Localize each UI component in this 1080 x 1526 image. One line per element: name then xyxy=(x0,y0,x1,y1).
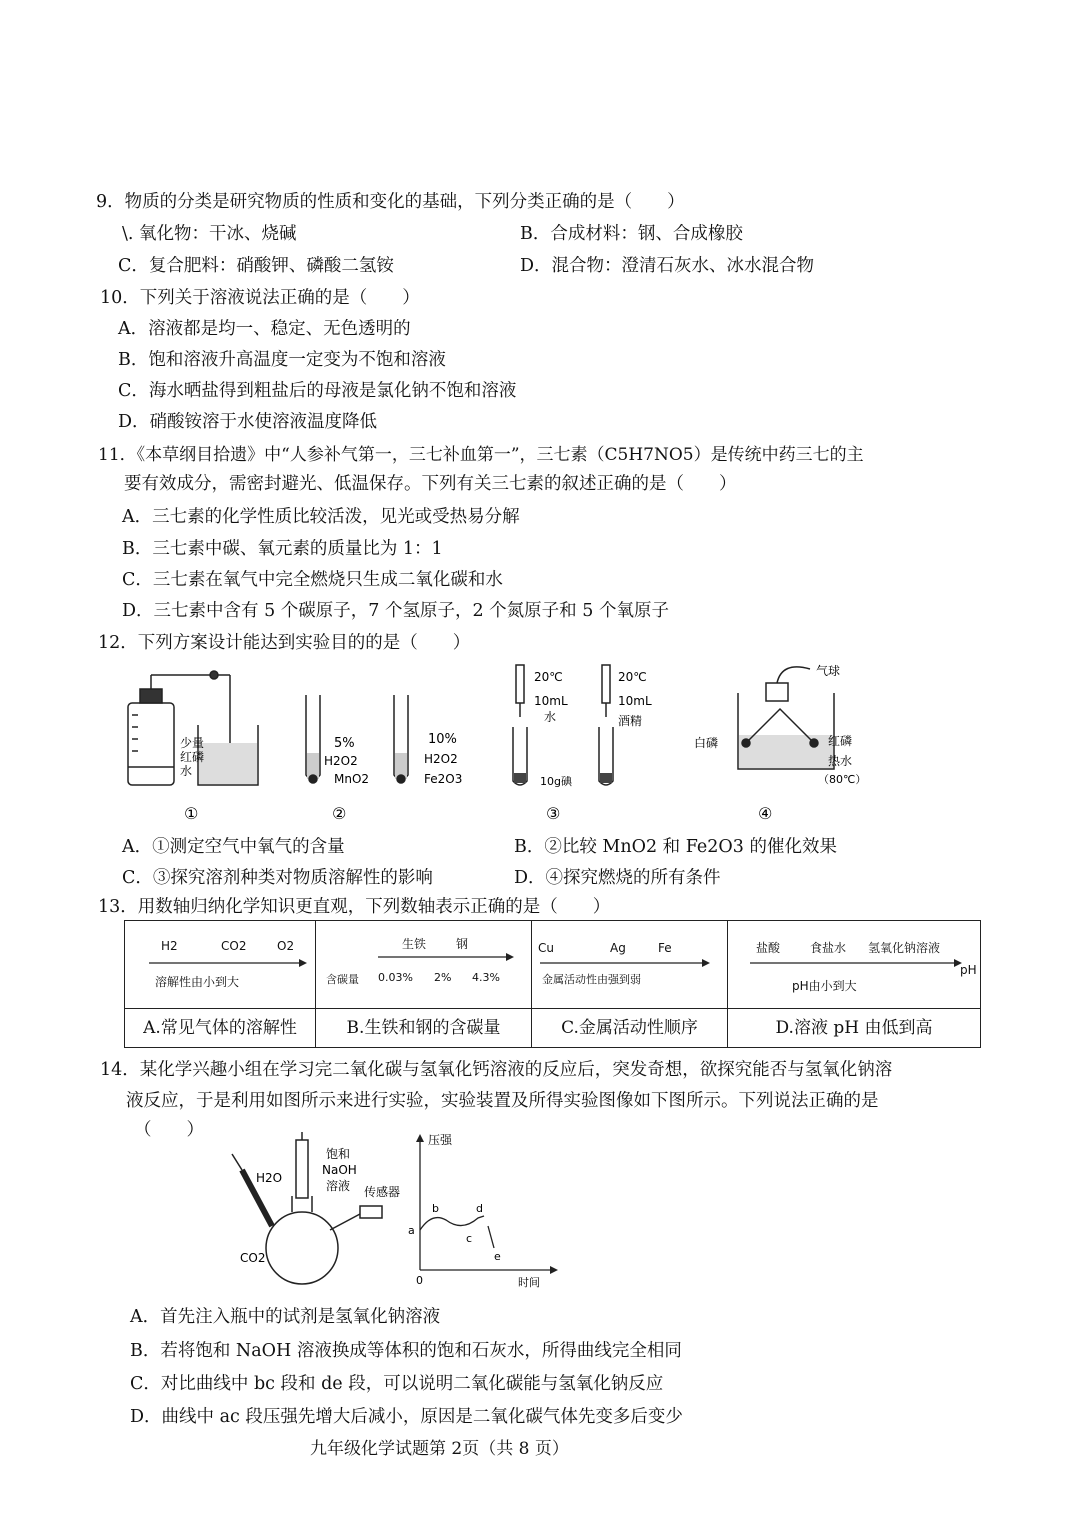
fig2-left-reagent: H2O2 xyxy=(324,754,358,768)
q14-origin: 0 xyxy=(416,1274,423,1287)
q14-point-d: d xyxy=(476,1202,483,1215)
q14-point-a: a xyxy=(408,1224,415,1237)
fig2-right-conc: 10% xyxy=(428,732,457,747)
q11-option-a: A．三七素的化学性质比较活泼，见光或受热易分解 xyxy=(122,507,520,527)
fig3-left-temp: 20℃ xyxy=(534,670,563,684)
q13-number-line-table xyxy=(124,920,981,1048)
q14-xlabel: 时间 xyxy=(518,1276,540,1289)
q13-b-label-1: 生铁 xyxy=(402,937,427,951)
q14-naoh-line3: 溶液 xyxy=(326,1179,351,1193)
fig1-apparatus xyxy=(128,671,258,785)
q14-stem-line3: （ ） xyxy=(134,1120,204,1140)
q13-stem: 13．用数轴归纳化学知识更直观，下列数轴表示正确的是（ ） xyxy=(98,897,611,917)
fig3-solute: 10g碘 xyxy=(540,775,572,788)
q13-a-axis-arrow xyxy=(149,957,307,969)
q14-stem-line1: 14．某化学兴趣小组在学习完二氧化碳与氢氧化钙溶液的反应后，突发奇想，欲探究能否与氢氧化钠溶 xyxy=(100,1060,893,1080)
q10-option-d: D．硝酸铵溶于水使溶液温度降低 xyxy=(118,412,378,432)
q13-cell-c xyxy=(532,921,728,1009)
fig3-right-solvent: 酒精 xyxy=(618,714,643,728)
q9-option-a: \. 氧化物：干冰、烧碱 xyxy=(122,224,297,244)
fig2-right-cat: Fe2O3 xyxy=(424,772,463,786)
fig2-test-tubes xyxy=(306,695,408,783)
q13-caption-b: B.生铁和钢的含碳量 xyxy=(316,1009,532,1048)
fig4-white-phosphorus: 白磷 xyxy=(694,736,719,750)
q13-d-label-2: 食盐水 xyxy=(810,941,847,955)
q14-co2-label: CO2 xyxy=(240,1251,266,1265)
fig4-apparatus xyxy=(738,667,834,769)
fig3-droppers xyxy=(513,665,613,785)
q13-b-axis-prefix: 含碳量 xyxy=(326,973,359,986)
q10-stem: 10．下列关于溶液说法正确的是（ ） xyxy=(100,288,420,308)
q11-stem-line1: 11．《本草纲目拾遗》中“人参补气第一，三七补血第一”，三七素（C5H7NO5）是传统中药三七的主 xyxy=(98,445,864,465)
q10-option-c: C．海水晒盐得到粗盐后的母液是氯化钠不饱和溶液 xyxy=(118,381,517,401)
q13-b-axis-arrow xyxy=(378,951,514,963)
q13-b-tick-1: 0.03% xyxy=(378,971,413,984)
q12-option-a: A．①测定空气中氧气的含量 xyxy=(122,837,345,857)
q14-water-label: H2O xyxy=(256,1171,283,1185)
q10-option-b: B．饱和溶液升高温度一定变为不饱和溶液 xyxy=(118,350,446,370)
fig4-hot-water: 热水 xyxy=(828,754,853,768)
q13-d-label-1: 盐酸 xyxy=(756,941,781,955)
q14-point-e: e xyxy=(494,1250,501,1263)
q13-cell-b xyxy=(316,921,532,1009)
q13-b-tick-3: 4.3% xyxy=(472,971,500,984)
q13-c-axis-text: 金属活动性由强到弱 xyxy=(542,973,641,986)
fig4-number: ④ xyxy=(758,804,773,823)
q13-b-tick-2: 2% xyxy=(434,971,452,984)
q13-a-label-2: CO2 xyxy=(221,939,247,953)
q9-option-c: C．复合肥料：硝酸钾、磷酸二氢铵 xyxy=(118,256,394,276)
q13-b-label-2: 钢 xyxy=(456,937,469,951)
q13-caption-d: D.溶液 pH 由低到高 xyxy=(728,1009,981,1048)
q13-c-label-2: Ag xyxy=(610,941,626,955)
q13-c-label-1: Cu xyxy=(538,941,554,955)
fig4-temp: （80℃） xyxy=(818,773,867,786)
fig2-left-cat: MnO2 xyxy=(334,772,370,786)
fig2-right-reagent: H2O2 xyxy=(424,752,458,766)
q13-d-axis-end: pH xyxy=(960,963,977,977)
fig3-left-vol: 10mL xyxy=(534,694,568,708)
fig1-label-a: 少量 xyxy=(180,736,205,750)
q14-option-b: B．若将饱和 NaOH 溶液换成等体积的饱和石灰水，所得曲线完全相同 xyxy=(130,1341,682,1361)
q14-option-c: C．对比曲线中 bc 段和 de 段，可以说明二氧化碳能与氢氧化钠反应 xyxy=(130,1374,664,1394)
fig2-number: ② xyxy=(332,804,347,823)
q12-option-b: B．②比较 MnO2 和 Fe2O3 的催化效果 xyxy=(514,837,837,857)
page-footer: 九年级化学试题第 2页（共 8 页） xyxy=(310,1439,569,1459)
fig3-right-vol: 10mL xyxy=(618,694,652,708)
q14-option-a: A．首先注入瓶中的试剂是氢氧化钠溶液 xyxy=(130,1307,441,1327)
q13-d-axis-arrow xyxy=(750,957,962,969)
q12-stem: 12．下列方案设计能达到实验目的的是（ ） xyxy=(98,633,471,653)
q11-option-c: C．三七素在氧气中完全燃烧只生成二氧化碳和水 xyxy=(122,570,503,590)
q14-naoh-line2: NaOH xyxy=(322,1163,357,1177)
fig3-right-temp: 20℃ xyxy=(618,670,647,684)
fig4-red-phosphorus: 红磷 xyxy=(828,734,853,748)
fig4-balloon: 气球 xyxy=(816,664,841,678)
q14-stem-line2: 液反应，于是利用如图所示来进行实验，实验装置及所得实验图像如下图所示。下列说法正确的是 xyxy=(126,1091,879,1111)
fig3-number: ③ xyxy=(546,804,561,823)
q12-figures xyxy=(110,655,890,825)
fig1-label-b: 红磷 xyxy=(180,750,205,764)
q12-option-d: D．④探究燃烧的所有条件 xyxy=(514,868,721,888)
fig1-number: ① xyxy=(184,804,199,823)
q13-d-label-3: 氢氧化钠溶液 xyxy=(868,941,941,955)
q13-d-axis-text: pH由小到大 xyxy=(792,979,857,993)
q14-point-c: c xyxy=(466,1232,473,1245)
q13-a-axis-text: 溶解性由小到大 xyxy=(155,975,240,989)
q13-a-label-3: O2 xyxy=(277,939,295,953)
fig3-left-solvent: 水 xyxy=(544,710,557,724)
q13-c-label-3: Fe xyxy=(658,941,672,955)
q14-apparatus xyxy=(220,1130,560,1290)
q9-option-d: D．混合物：澄清石灰水、冰水混合物 xyxy=(520,256,815,276)
q13-cell-d xyxy=(728,921,981,1009)
q11-option-b: B．三七素中碳、氧元素的质量比为 1：1 xyxy=(122,539,443,559)
fig2-left-conc: 5% xyxy=(334,736,355,751)
q9-stem: 9．物质的分类是研究物质的性质和变化的基础，下列分类正确的是（ ） xyxy=(96,192,685,212)
q14-option-d: D．曲线中 ac 段压强先增大后减小，原因是二氧化碳气体先变多后变少 xyxy=(130,1407,683,1427)
q12-option-c: C．③探究溶剂种类对物质溶解性的影响 xyxy=(122,868,433,888)
q13-c-axis-arrow xyxy=(540,957,710,969)
fig1-label-c: 水 xyxy=(180,764,193,778)
q13-a-label-1: H2 xyxy=(161,939,178,953)
q9-option-b: B．合成材料：钢、合成橡胶 xyxy=(520,224,743,244)
q10-option-a: A．溶液都是均一、稳定、无色透明的 xyxy=(118,319,411,339)
q13-caption-c: C.金属活动性顺序 xyxy=(532,1009,728,1048)
q14-sensor-label: 传感器 xyxy=(364,1185,401,1199)
q14-ylabel: 压强 xyxy=(428,1133,453,1147)
q14-naoh-line1: 饱和 xyxy=(326,1147,351,1161)
q13-caption-a: A.常见气体的溶解性 xyxy=(125,1009,316,1048)
q13-cell-a xyxy=(125,921,316,1009)
q11-option-d: D．三七素中含有 5 个碳原子，7 个氢原子，2 个氮原子和 5 个氧原子 xyxy=(122,601,669,621)
q14-point-b: b xyxy=(432,1202,439,1215)
q11-stem-line2: 要有效成分，需密封避光、低温保存。下列有关三七素的叙述正确的是（ ） xyxy=(124,474,737,494)
